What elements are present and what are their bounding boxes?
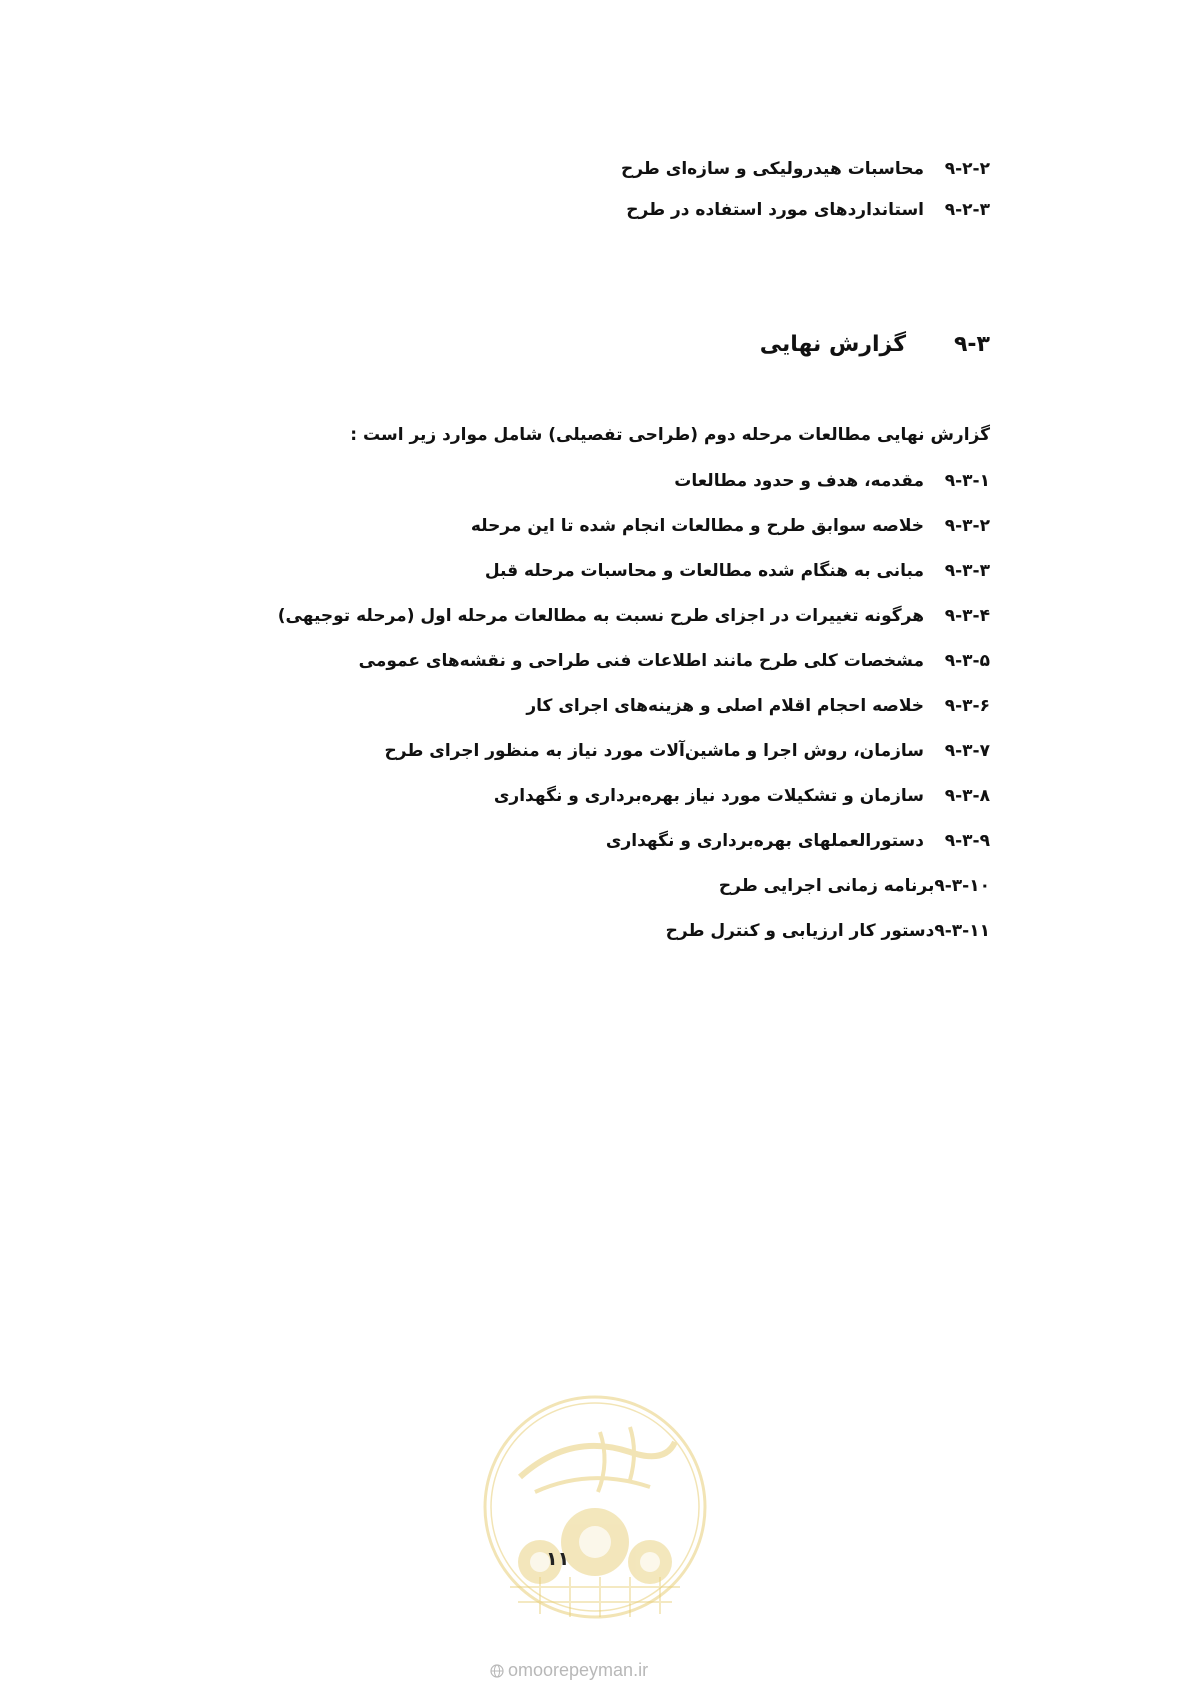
item-text: مقدمه، هدف و حدود مطالعات bbox=[674, 471, 924, 491]
list-item bbox=[471, 514, 990, 538]
list-item bbox=[278, 604, 990, 628]
list-item bbox=[385, 739, 991, 763]
heading-title: گزارش نهایی bbox=[759, 332, 906, 357]
item-text: سازمان، روش اجرا و ماشین‌آلات مورد نیاز به منظور اجرای طرح bbox=[384, 741, 924, 761]
item-text: سازمان و تشکیلات مورد نیاز بهره‌برداری و نگهداری bbox=[493, 786, 924, 806]
item-text: برنامه زمانی اجرایی طرح bbox=[718, 876, 935, 896]
item-number: ۹-۳-۷ bbox=[944, 741, 990, 761]
page-number: ۱۱ bbox=[546, 1548, 570, 1570]
item-text: هرگونه تغییرات در اجزای طرح نسبت به مطالعات مرحله اول (مرحله توجیهی) bbox=[277, 606, 924, 626]
list-item bbox=[666, 919, 990, 943]
item-text: خلاصه احجام اقلام اصلی و هزینه‌های اجرای کار bbox=[526, 696, 924, 716]
list-item bbox=[719, 874, 990, 898]
section-heading bbox=[760, 330, 990, 360]
item-number: ۹-۳-۸ bbox=[944, 786, 990, 806]
item-number: ۹-۲-۲ bbox=[944, 159, 990, 179]
item-number: ۹-۳-۹ bbox=[944, 831, 990, 851]
list-item bbox=[606, 829, 990, 853]
list-item bbox=[485, 559, 990, 583]
item-text: استانداردهای مورد استفاده در طرح bbox=[626, 200, 924, 220]
item-text: محاسبات هیدرولیکی و سازه‌ای طرح bbox=[620, 159, 924, 179]
item-text: دستورالعملهای بهره‌برداری و نگهداری bbox=[605, 831, 924, 851]
item-number: ۹-۳-۳ bbox=[944, 561, 990, 581]
item-number: ۹-۳-۵ bbox=[944, 651, 990, 671]
item-text: دستور کار ارزیابی و کنترل طرح bbox=[665, 921, 935, 941]
item-number: ۹-۳-۱۱ bbox=[934, 921, 990, 941]
intro-paragraph: گزارش نهایی مطالعات مرحله دوم (طراحی تفصیلی) شامل موارد زیر است : bbox=[350, 425, 990, 445]
heading-number: ۹-۳ bbox=[954, 332, 990, 357]
list-item bbox=[526, 694, 990, 718]
list-item bbox=[494, 784, 990, 808]
item-number: ۹-۲-۳ bbox=[944, 200, 990, 220]
item-number: ۹-۳-۱۰ bbox=[934, 876, 990, 896]
item-text: مشخصات کلی طرح مانند اطلاعات فنی طراحی و نقشه‌های عمومی bbox=[358, 651, 924, 671]
list-item bbox=[359, 649, 990, 673]
watermark-logo bbox=[480, 1392, 710, 1622]
item-number: ۹-۳-۱ bbox=[944, 471, 990, 491]
list-item bbox=[626, 198, 990, 222]
list-item bbox=[674, 469, 990, 493]
item-number: ۹-۳-۲ bbox=[944, 516, 990, 536]
site-url: omoorepeyman.ir bbox=[508, 1660, 649, 1680]
watermark-site bbox=[490, 1660, 648, 1681]
item-text: مبانی به هنگام شده مطالعات و محاسبات مرحله قبل bbox=[484, 561, 924, 581]
list-item bbox=[621, 157, 990, 181]
item-number: ۹-۳-۶ bbox=[944, 696, 990, 716]
globe-icon bbox=[490, 1664, 504, 1678]
item-number: ۹-۳-۴ bbox=[944, 606, 990, 626]
item-text: خلاصه سوابق طرح و مطالعات انجام شده تا این مرحله bbox=[470, 516, 924, 536]
